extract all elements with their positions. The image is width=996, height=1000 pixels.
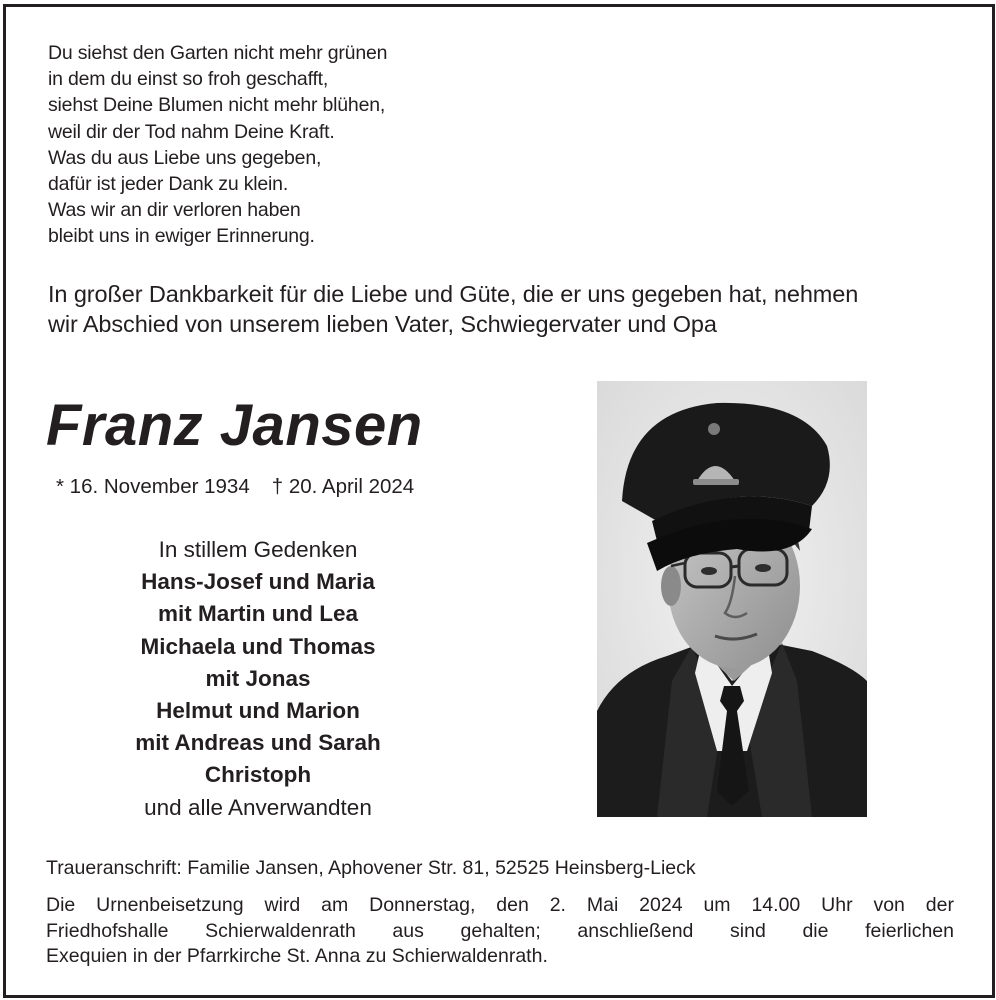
mourner-name: mit Jonas — [205, 665, 311, 691]
mourner-name: mit Martin und Lea — [157, 601, 358, 627]
intro-line: wir Abschied von unserem lieben Vater, Schwiegervater und Opa — [48, 311, 717, 337]
intro-line: In großer Dankbarkeit für die Liebe und Güte, die er uns gegeben hat, nehmen — [48, 281, 859, 307]
mourner-name: Michaela und Thomas — [140, 633, 376, 659]
mourners-heading: In stillem Gedenken — [158, 537, 358, 562]
mourners-closing: und alle Anverwandten — [144, 794, 372, 820]
birth-date: * 16. November 1934 — [56, 475, 250, 498]
portrait-photo — [597, 381, 867, 817]
mourners-block — [58, 534, 458, 824]
poem-line: dafür ist jeder Dank zu klein. — [48, 173, 289, 196]
mourner-name: mit Andreas und Sarah — [135, 730, 381, 756]
life-dates — [56, 473, 414, 501]
mourner-name: Christoph — [204, 762, 312, 788]
poem-line: Was wir an dir verloren haben — [48, 199, 301, 222]
poem — [48, 40, 387, 250]
poem-line: bleibt uns in ewiger Erinnerung. — [48, 225, 315, 248]
notice-line: Die Urnenbeisetzung wird am Donnerstag, den 2. Mai 2024 um 14.00 Uhr von der — [46, 894, 954, 916]
poem-line: weil dir der Tod nahm Deine Kraft. — [48, 120, 335, 143]
poem-line: in dem du einst so froh geschafft, — [48, 68, 329, 91]
funeral-notice — [46, 893, 954, 970]
notice-line: Exequien in der Pfarrkirche St. Anna zu Schierwaldenrath. — [46, 945, 548, 967]
mourner-name: Helmut und Marion — [156, 698, 360, 724]
poem-line: siehst Deine Blumen nicht mehr blühen, — [48, 94, 386, 117]
mourning-address: Traueranschrift: Familie Jansen, Aphovener Str. 81, 52525 Heinsberg-Lieck — [46, 857, 696, 879]
poem-line: Du siehst den Garten nicht mehr grünen — [48, 42, 388, 64]
death-date: † 20. April 2024 — [271, 475, 415, 498]
notice-line: Friedhofshalle Schierwaldenrath aus gehalten; anschließend sind die feierlichen — [46, 919, 954, 942]
poem-line: Was du aus Liebe uns gegeben, — [48, 146, 322, 169]
mourner-name: Hans-Josef und Maria — [141, 569, 375, 595]
intro-text — [48, 279, 958, 339]
deceased-name: Franz Jansen — [46, 393, 423, 458]
